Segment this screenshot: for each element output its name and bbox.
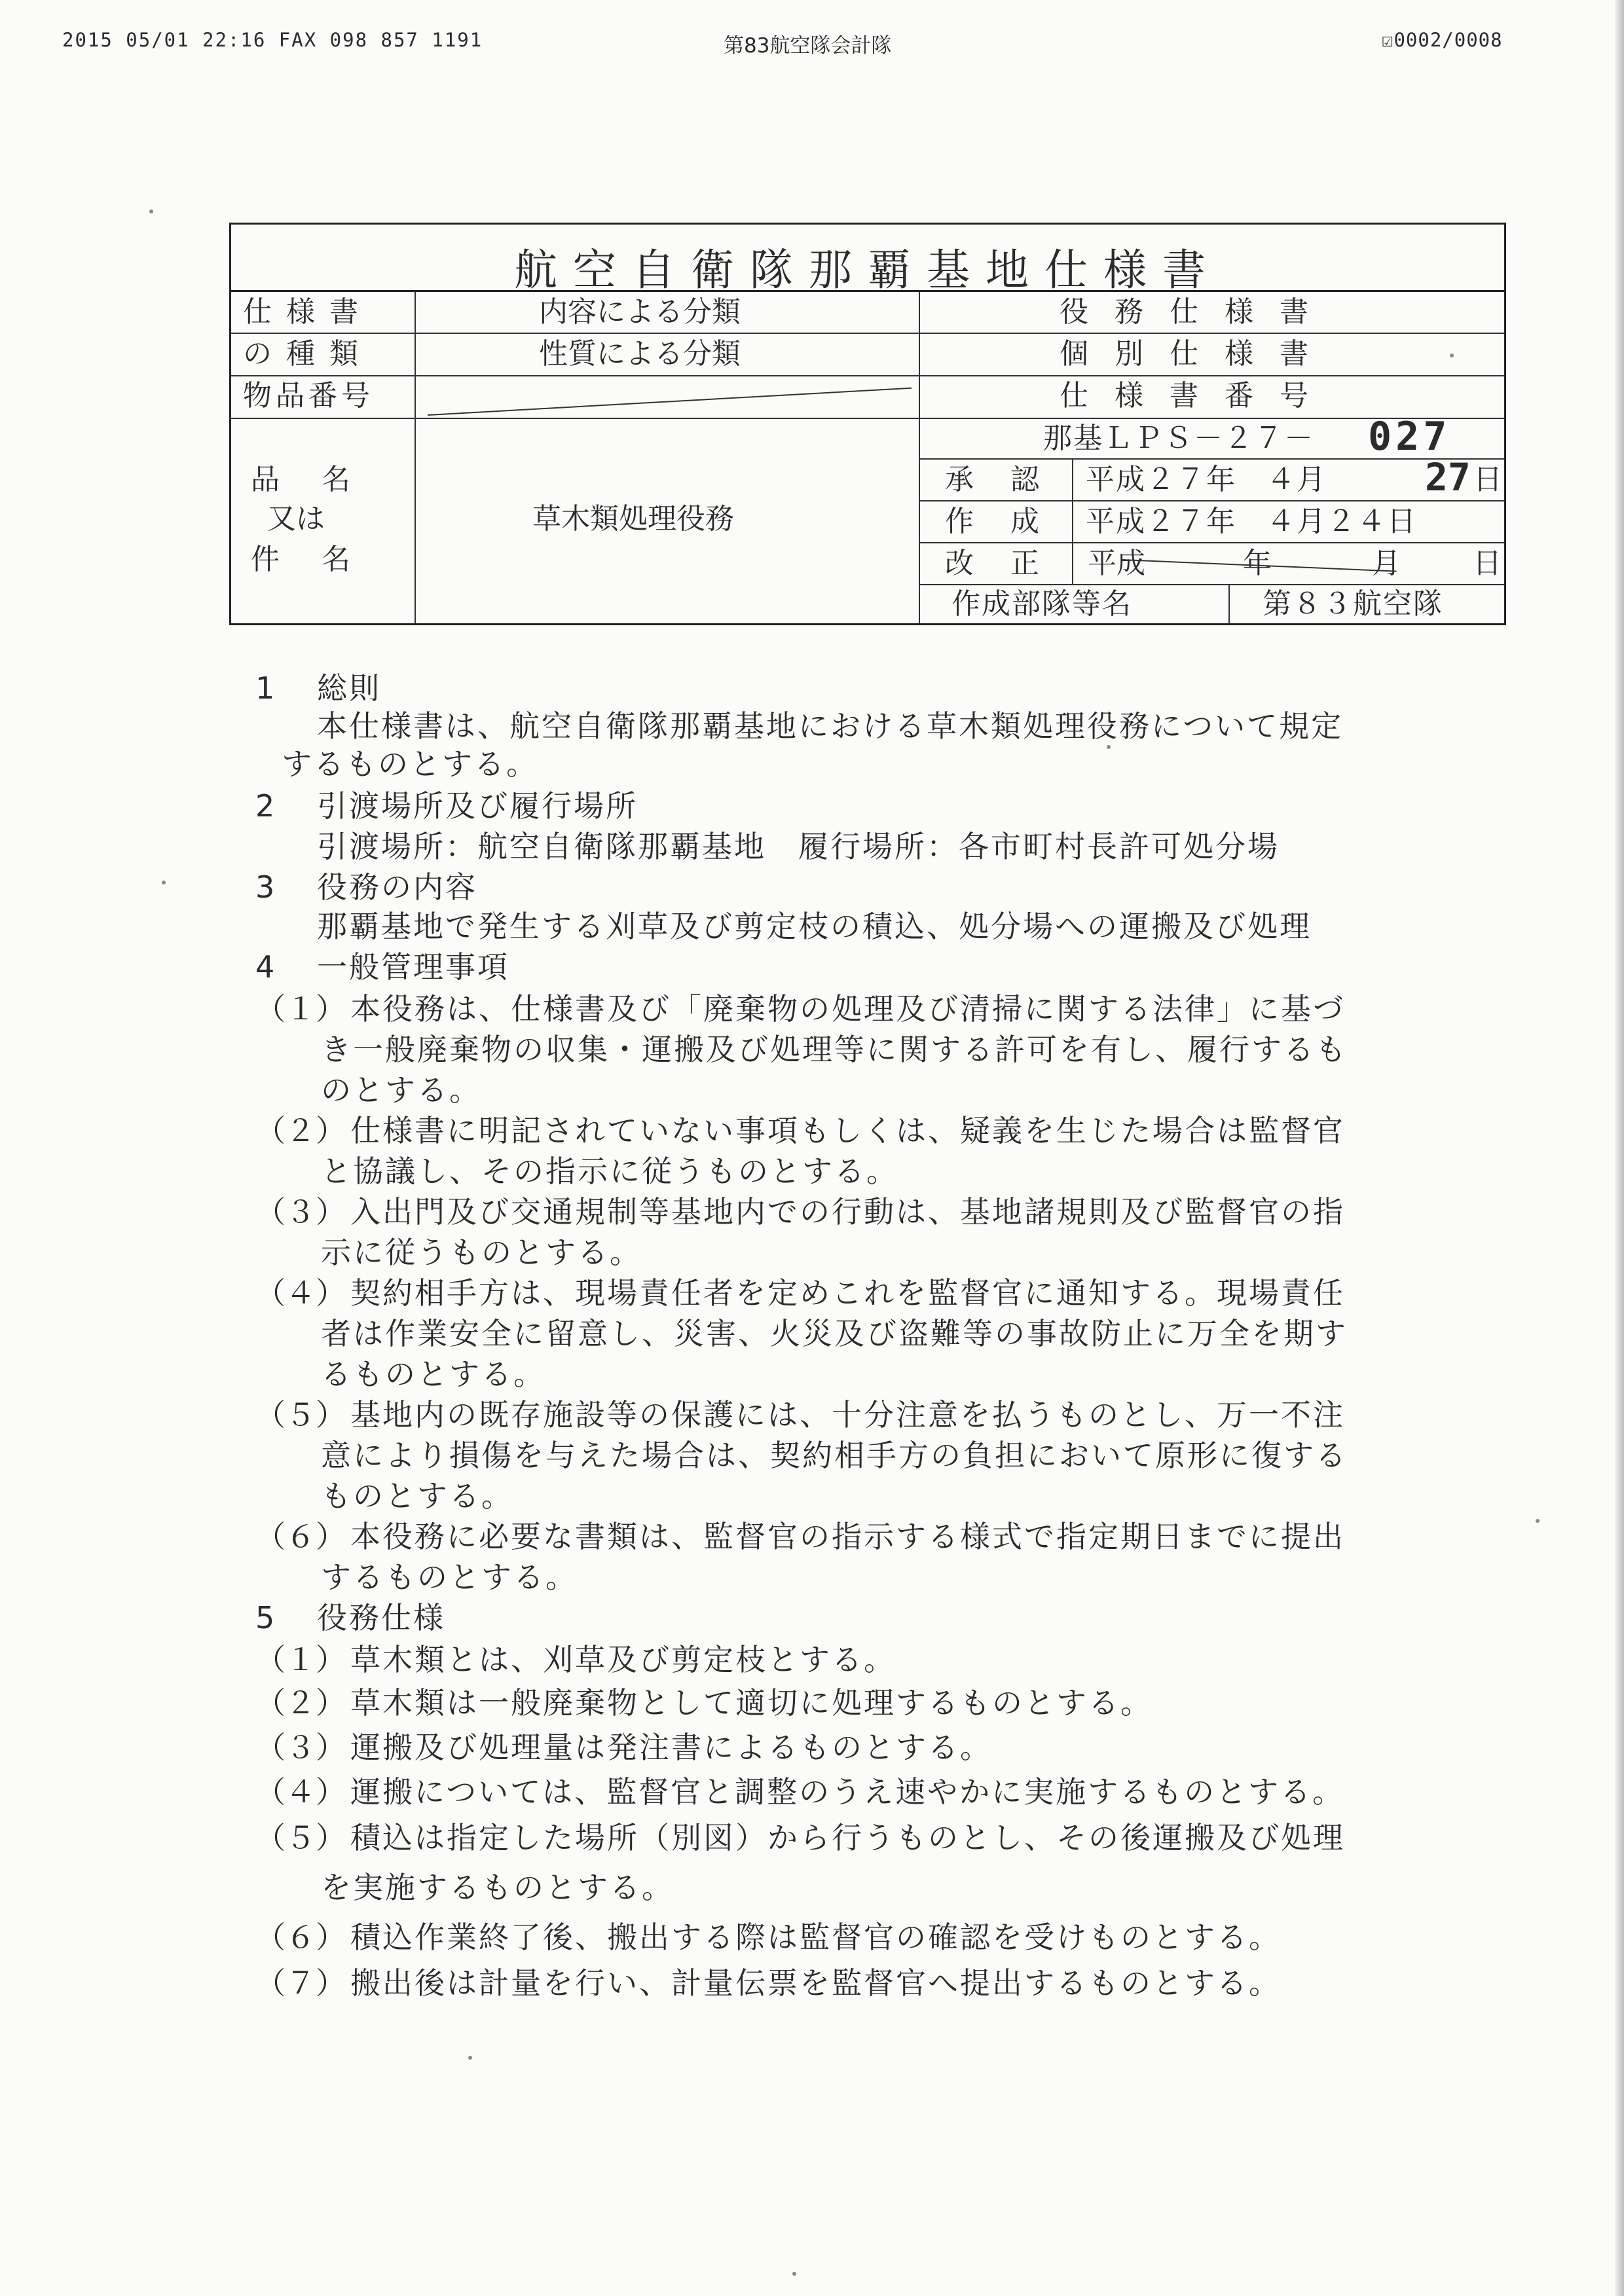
scan-speck [1107,745,1111,749]
fax-header [0,29,1624,62]
item-line: 基地内の既存施設等の保護には、十分注意を払うものとし、万一不注 [350,1397,1345,1432]
item-number: （４） [255,1774,346,1810]
scan-speck [468,2056,472,2060]
table-divider [1228,584,1230,623]
approved-label: 承 認 [945,463,1043,496]
section-1-line: 本仕様書は、航空自衛隊那覇基地における草木類処理役務について規定 [317,708,1344,744]
item-name-label-2: 又は [267,502,325,536]
created-label: 作 成 [945,505,1043,538]
section-1-number: 1 [255,670,275,706]
item-line: 搬出後は計量を行い、計量伝票を監督官へ提出するものとする。 [350,1965,1281,2001]
scanner-edge-shadow [1615,0,1624,2296]
item-line: と協議し、その指示に従うものとする。 [321,1154,898,1189]
item-name-value: 草木類処理役務 [532,502,734,536]
item-line: るものとする。 [321,1357,545,1392]
item-number: （１） [255,991,346,1027]
fax-page-counter: ☑0002/0008 [1382,29,1503,51]
revised-label: 改 正 [945,547,1043,580]
section-1-line: するものとする。 [282,746,538,782]
table-divider [415,292,416,623]
item-line: 運搬及び処理量は発注書によるものとする。 [350,1730,992,1765]
approved-date: 平成２７年 ４月 [1086,463,1327,496]
item-name-label-1: 品 名 [251,463,357,496]
item-number: （５） [255,1397,346,1432]
item-number: （２） [255,1685,346,1721]
blank-strike-line [428,388,912,416]
spec-type-label-2: の種類 [243,337,373,371]
spec-header-table [229,223,1506,625]
document-title: 航空自衛隊那覇基地仕様書 [514,245,1221,295]
table-divider [231,418,1504,419]
nature-classification-value: 個別仕様書 [1060,337,1335,371]
item-line: 運搬については、監督官と調整のうえ速やかに実施するものとする。 [350,1774,1345,1810]
item-line: 入出門及び交通規制等基地内での行動は、基地諸規則及び監督官の指 [350,1194,1345,1230]
item-line: ものとする。 [321,1478,513,1514]
item-number: （３） [255,1730,346,1765]
table-divider [919,292,920,623]
item-line: 草木類は一般廃棄物として適切に処理するものとする。 [350,1685,1153,1721]
fax-sender-line: 2015 05/01 22:16 FAX 098 857 1191 [62,29,483,51]
item-line: 契約相手方は、現場責任者を定めこれを監督官に通知する。現場責任 [350,1275,1345,1311]
table-title-row [231,225,1504,295]
classification-by-nature: 性質による分類 [539,337,741,371]
fax-sender-unit: 第83航空隊会計隊 [724,34,892,58]
classification-by-content: 内容による分類 [539,295,741,329]
item-line: 意により損傷を与えた場合は、契約相手方の負担において原形に復する [321,1438,1348,1473]
item-line: のとする。 [321,1072,481,1108]
spec-number-label: 仕様書番号 [1060,379,1335,412]
item-line: き一般廃棄物の収集・運搬及び処理等に関する許可を有し、履行するも [321,1032,1348,1067]
created-date: 平成２７年 ４月２４日 [1086,505,1417,538]
item-number: （２） [255,1113,346,1148]
revised-era: 平成 [1088,547,1145,580]
table-divider [919,542,1504,543]
table-divider [919,584,1504,585]
section-3-line: 那覇基地で発生する刈草及び剪定枝の積込、処分場への運搬及び処理 [317,909,1312,944]
item-line: 草木類とは、刈草及び剪定枝とする。 [350,1642,896,1677]
item-line: するものとする。 [321,1559,578,1595]
table-divider [231,333,1504,334]
revised-day: 日 [1473,547,1502,580]
approved-day-unit: 日 [1473,463,1502,496]
content-classification-value: 役務仕様書 [1060,295,1335,329]
scan-speck [1536,1519,1540,1523]
spec-type-label-1: 仕様書 [243,295,373,329]
table-divider [231,375,1504,376]
section-3-number: 3 [255,869,275,905]
item-line: を実施するものとする。 [321,1870,674,1905]
item-number: （１） [255,1642,346,1677]
item-number: （６） [255,1519,346,1554]
item-line: 仕様書に明記されていない事項もしくは、疑義を生じた場合は監督官 [350,1113,1345,1148]
section-4-number: 4 [255,949,275,985]
table-divider [1072,458,1073,584]
item-line: 示に従うものとする。 [321,1235,642,1270]
section-2-line: 引渡場所：航空自衛隊那覇基地 履行場所：各市町村長許可処分場 [317,829,1280,864]
item-name-label-3: 件 名 [251,543,357,576]
item-number: （７） [255,1965,346,2001]
section-4-title: 一般管理事項 [317,949,509,985]
item-line: 本役務に必要な書類は、監督官の指示する様式で指定期日までに提出 [350,1519,1345,1554]
revised-year: 年 [1243,547,1272,580]
item-line: 本役務は、仕様書及び「廃棄物の処理及び清掃に関する法律」に基づ [350,991,1345,1027]
scan-speck [1450,354,1454,357]
item-line: 者は作業安全に留意し、災害、火災及び盗難等の事故防止に万全を期す [321,1316,1348,1351]
item-line: 積込作業終了後、搬出する際は監督官の確認を受けものとする。 [350,1920,1281,1955]
section-5-title: 役務仕様 [317,1600,445,1635]
table-divider [919,500,1504,501]
spec-number-prefix: 那基ＬＰＳ－２７－ [1043,422,1314,455]
department-label: 作成部隊等名 [951,587,1132,621]
section-2-number: 2 [255,788,275,824]
scan-speck [162,881,166,884]
revised-month: 月 [1372,547,1401,580]
item-number-label: 物品番号 [243,379,374,412]
scan-speck [792,2272,796,2276]
section-3-title: 役務の内容 [317,869,477,905]
item-number: （６） [255,1920,346,1955]
item-number: （４） [255,1275,346,1311]
item-number: （５） [255,1820,346,1855]
department-value: 第８３航空隊 [1263,587,1443,621]
section-2-title: 引渡場所及び履行場所 [317,788,638,824]
section-1-title: 総則 [317,670,381,706]
section-5-number: 5 [255,1600,275,1635]
item-line: 積込は指定した場所（別図）から行うものとし、その後運搬及び処理 [350,1820,1345,1855]
scan-speck [149,210,153,213]
approved-day: 27 [1425,455,1471,500]
item-number: （３） [255,1194,346,1230]
spec-number-suffix: 027 [1368,414,1451,460]
